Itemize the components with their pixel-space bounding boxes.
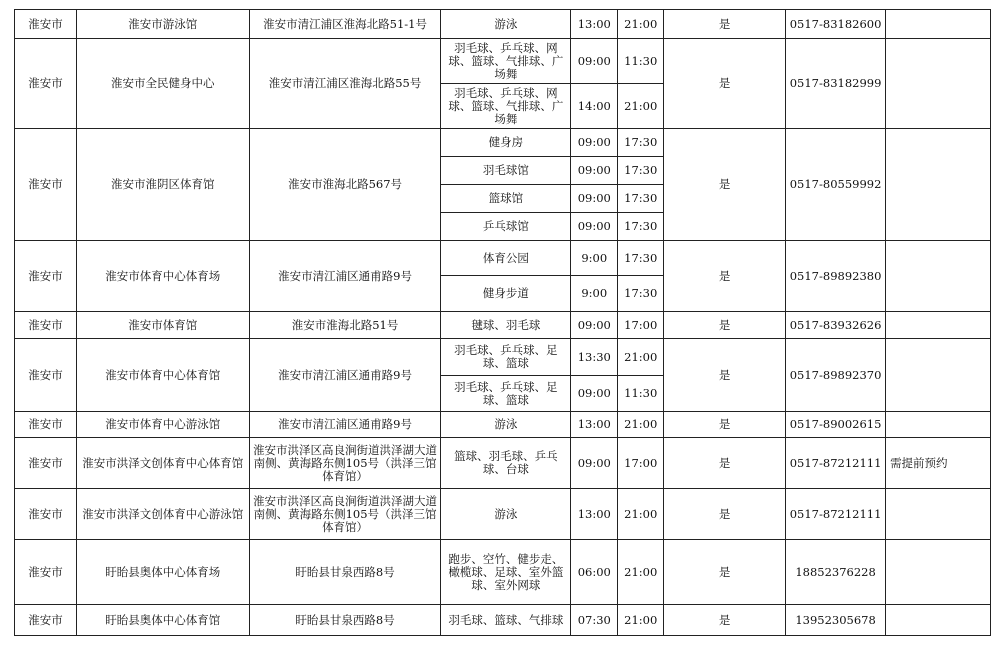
- phone-cell: 18852376228: [786, 540, 886, 605]
- table-row: [15, 39, 991, 84]
- note-cell: [886, 129, 991, 241]
- close-time-cell: 21:00: [618, 339, 664, 376]
- open-time-cell: 9:00: [571, 276, 618, 312]
- open-time-cell: 09:00: [571, 312, 618, 339]
- close-time-cell: 17:30: [618, 185, 664, 213]
- free-open-cell: 是: [664, 129, 786, 241]
- activity-cell: 羽毛球、乒乓球、足球、篮球: [441, 339, 571, 376]
- address-cell: 淮安市清江浦区淮海北路51-1号: [249, 10, 441, 39]
- note-cell: [886, 412, 991, 438]
- phone-cell: 0517-83932626: [786, 312, 886, 339]
- phone-cell: 0517-83182999: [786, 39, 886, 129]
- table-row: [15, 438, 991, 489]
- close-time-cell: 21:00: [618, 605, 664, 636]
- free-open-cell: 是: [664, 39, 786, 129]
- open-time-cell: 09:00: [571, 129, 618, 157]
- open-time-cell: 13:00: [571, 489, 618, 540]
- table-row: [15, 241, 991, 276]
- activity-cell: 跑步、空竹、健步走、橄榄球、足球、室外篮球、室外网球: [441, 540, 571, 605]
- note-cell: 需提前预约: [886, 438, 991, 489]
- free-open-cell: 是: [664, 438, 786, 489]
- phone-cell: 0517-89002615: [786, 412, 886, 438]
- free-open-cell: 是: [664, 489, 786, 540]
- phone-cell: 0517-87212111: [786, 489, 886, 540]
- open-time-cell: 09:00: [571, 157, 618, 185]
- close-time-cell: 17:30: [618, 241, 664, 276]
- venue-name-cell: 淮安市体育中心游泳馆: [76, 412, 249, 438]
- address-cell: 盱眙县甘泉西路8号: [249, 605, 441, 636]
- venue-name-cell: 淮安市洪泽文创体育中心体育馆: [76, 438, 249, 489]
- phone-cell: 0517-89892380: [786, 241, 886, 312]
- note-cell: [886, 489, 991, 540]
- activity-cell: 乒乓球馆: [441, 213, 571, 241]
- city-cell: 淮安市: [15, 241, 77, 312]
- note-cell: [886, 312, 991, 339]
- note-cell: [886, 540, 991, 605]
- close-time-cell: 21:00: [618, 10, 664, 39]
- city-cell: 淮安市: [15, 339, 77, 412]
- city-cell: 淮安市: [15, 39, 77, 129]
- city-cell: 淮安市: [15, 605, 77, 636]
- close-time-cell: 21:00: [618, 489, 664, 540]
- open-time-cell: 13:30: [571, 339, 618, 376]
- close-time-cell: 17:00: [618, 438, 664, 489]
- free-open-cell: 是: [664, 241, 786, 312]
- table-row: [15, 339, 991, 376]
- phone-cell: 0517-89892370: [786, 339, 886, 412]
- venue-name-cell: 淮安市淮阴区体育馆: [76, 129, 249, 241]
- close-time-cell: 17:00: [618, 312, 664, 339]
- city-cell: 淮安市: [15, 438, 77, 489]
- activity-cell: 健身房: [441, 129, 571, 157]
- note-cell: [886, 241, 991, 312]
- table-row: [15, 540, 991, 605]
- close-time-cell: 17:30: [618, 276, 664, 312]
- venue-name-cell: 淮安市体育中心体育馆: [76, 339, 249, 412]
- city-cell: 淮安市: [15, 412, 77, 438]
- note-cell: [886, 339, 991, 412]
- close-time-cell: 17:30: [618, 213, 664, 241]
- table-row: [15, 10, 991, 39]
- venue-name-cell: 淮安市体育中心体育场: [76, 241, 249, 312]
- table-row: [15, 412, 991, 438]
- city-cell: 淮安市: [15, 312, 77, 339]
- city-cell: 淮安市: [15, 540, 77, 605]
- note-cell: [886, 39, 991, 129]
- phone-cell: 0517-83182600: [786, 10, 886, 39]
- open-time-cell: 06:00: [571, 540, 618, 605]
- free-open-cell: 是: [664, 412, 786, 438]
- city-cell: 淮安市: [15, 10, 77, 39]
- address-cell: 淮安市清江浦区通甫路9号: [249, 241, 441, 312]
- table-row: [15, 312, 991, 339]
- open-time-cell: 13:00: [571, 412, 618, 438]
- address-cell: 淮安市淮海北路567号: [249, 129, 441, 241]
- venue-name-cell: 盱眙县奥体中心体育场: [76, 540, 249, 605]
- free-open-cell: 是: [664, 312, 786, 339]
- activity-cell: 羽毛球、乒乓球、网球、篮球、气排球、广场舞: [441, 84, 571, 129]
- open-time-cell: 13:00: [571, 10, 618, 39]
- activity-cell: 篮球馆: [441, 185, 571, 213]
- open-time-cell: 09:00: [571, 39, 618, 84]
- table-row: [15, 489, 991, 540]
- close-time-cell: 21:00: [618, 84, 664, 129]
- venue-name-cell: 盱眙县奥体中心体育馆: [76, 605, 249, 636]
- address-cell: 淮安市清江浦区淮海北路55号: [249, 39, 441, 129]
- table-row: [15, 129, 991, 157]
- activity-cell: 羽毛球馆: [441, 157, 571, 185]
- activity-cell: 游泳: [441, 412, 571, 438]
- note-cell: [886, 10, 991, 39]
- open-time-cell: 09:00: [571, 376, 618, 412]
- phone-cell: 13952305678: [786, 605, 886, 636]
- open-time-cell: 09:00: [571, 213, 618, 241]
- free-open-cell: 是: [664, 10, 786, 39]
- venue-table: [14, 9, 991, 636]
- address-cell: 盱眙县甘泉西路8号: [249, 540, 441, 605]
- address-cell: 淮安市清江浦区通甫路9号: [249, 339, 441, 412]
- phone-cell: 0517-87212111: [786, 438, 886, 489]
- activity-cell: 体育公园: [441, 241, 571, 276]
- note-cell: [886, 605, 991, 636]
- open-time-cell: 9:00: [571, 241, 618, 276]
- activity-cell: 篮球、羽毛球、乒乓球、台球: [441, 438, 571, 489]
- close-time-cell: 21:00: [618, 412, 664, 438]
- address-cell: 淮安市淮海北路51号: [249, 312, 441, 339]
- close-time-cell: 17:30: [618, 129, 664, 157]
- activity-cell: 羽毛球、乒乓球、足球、篮球: [441, 376, 571, 412]
- close-time-cell: 11:30: [618, 39, 664, 84]
- open-time-cell: 14:00: [571, 84, 618, 129]
- activity-cell: 毽球、羽毛球: [441, 312, 571, 339]
- free-open-cell: 是: [664, 540, 786, 605]
- open-time-cell: 09:00: [571, 185, 618, 213]
- activity-cell: 健身步道: [441, 276, 571, 312]
- activity-cell: 游泳: [441, 10, 571, 39]
- phone-cell: 0517-80559992: [786, 129, 886, 241]
- city-cell: 淮安市: [15, 129, 77, 241]
- open-time-cell: 07:30: [571, 605, 618, 636]
- free-open-cell: 是: [664, 605, 786, 636]
- table-row: [15, 605, 991, 636]
- close-time-cell: 11:30: [618, 376, 664, 412]
- address-cell: 淮安市洪泽区高良涧街道洪泽湖大道南侧、黄海路东侧105号（洪泽三馆体育馆）: [249, 489, 441, 540]
- close-time-cell: 17:30: [618, 157, 664, 185]
- venue-name-cell: 淮安市全民健身中心: [76, 39, 249, 129]
- address-cell: 淮安市清江浦区通甫路9号: [249, 412, 441, 438]
- free-open-cell: 是: [664, 339, 786, 412]
- open-time-cell: 09:00: [571, 438, 618, 489]
- close-time-cell: 21:00: [618, 540, 664, 605]
- venue-name-cell: 淮安市洪泽文创体育中心游泳馆: [76, 489, 249, 540]
- activity-cell: 羽毛球、乒乓球、网球、篮球、气排球、广场舞: [441, 39, 571, 84]
- address-cell: 淮安市洪泽区高良涧街道洪泽湖大道南侧、黄海路东侧105号（洪泽三馆体育馆）: [249, 438, 441, 489]
- venue-name-cell: 淮安市体育馆: [76, 312, 249, 339]
- table-body: [15, 10, 991, 636]
- activity-cell: 羽毛球、篮球、气排球: [441, 605, 571, 636]
- city-cell: 淮安市: [15, 489, 77, 540]
- activity-cell: 游泳: [441, 489, 571, 540]
- venue-name-cell: 淮安市游泳馆: [76, 10, 249, 39]
